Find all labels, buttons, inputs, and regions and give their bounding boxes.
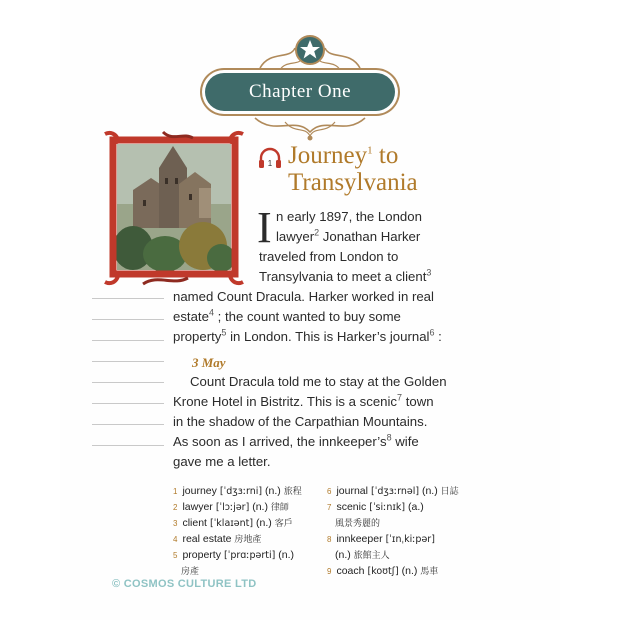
text-line: lawyer$^2$ Jonathan Harker	[276, 227, 421, 244]
chapter-title	[288, 142, 488, 196]
watermark: © COSMOS CULTURE LTD	[112, 578, 257, 590]
text-line: Count Dracula told me to stay at the Golden	[190, 374, 447, 389]
audio-track-icon[interactable]	[258, 147, 282, 169]
note-line	[92, 361, 164, 362]
text-line: estate$^4$ ; the count wanted to buy some	[173, 307, 401, 324]
castle-illustration	[103, 128, 245, 288]
glossary-item: 6 journal [ˈdʒɜːrnəl] (n.) 日誌	[327, 485, 459, 497]
chapter-label: Chapter One	[248, 81, 352, 102]
glossary-item: 4 real estate 房地產	[173, 533, 262, 545]
glossary-item-continued: 風景秀麗的	[335, 519, 381, 529]
glossary-item: 7 scenic [ˈsiːnɪk] (a.)	[327, 501, 424, 513]
note-line	[92, 403, 164, 404]
title-word: to	[372, 142, 399, 169]
star-ornament-icon	[250, 30, 370, 74]
title-word: Journey	[288, 142, 368, 169]
text-line: property$^5$ in London. This is Harker’s journal$^6$ :	[173, 327, 442, 344]
note-line	[92, 382, 164, 383]
text-line: gave me a letter.	[173, 454, 271, 469]
footnote-marker: 1	[367, 144, 373, 157]
text-line: Transylvania to meet a client$^3$	[259, 267, 432, 284]
text-line: traveled from London to	[259, 249, 399, 264]
note-line	[92, 445, 164, 446]
glossary-item-continued: (n.) 旅館主人	[335, 549, 390, 561]
note-line	[92, 340, 164, 341]
scroll-ornament-icon	[235, 112, 385, 142]
note-line	[92, 424, 164, 425]
text-line: named Count Dracula. Harker worked in real	[173, 289, 434, 304]
glossary-item: 5 property [ˈprɑːpərti] (n.)	[173, 549, 295, 561]
audio-track-number: 1	[267, 159, 273, 168]
glossary-item: 8 innkeeper [ˈɪnˌkiːpər]	[327, 533, 435, 545]
drop-cap: I	[257, 203, 272, 252]
title-line-2: Transylvania	[288, 169, 418, 196]
glossary-item: 3 client [ˈklaɪənt] (n.) 客戶	[173, 517, 293, 529]
note-line	[92, 298, 164, 299]
text-line: n early 1897, the London	[276, 209, 422, 224]
glossary-item: 2 lawyer [ˈlɔːjər] (n.) 律師	[173, 501, 289, 513]
journal-date: 3 May	[192, 355, 226, 370]
note-line	[92, 319, 164, 320]
chapter-banner	[205, 73, 395, 111]
glossary-item-continued: 房產	[181, 567, 200, 577]
text-line: in the shadow of the Carpathian Mountains.	[173, 414, 428, 429]
glossary-item: 9 coach [koʊtʃ] (n.) 馬車	[327, 565, 439, 577]
glossary-item: 1 journey [ˈdʒɜːrni] (n.) 旅程	[173, 485, 302, 497]
text-line: Krone Hotel in Bistritz. This is a scenic$^7$ town	[173, 392, 434, 409]
text-line: As soon as I arrived, the $innkeeper’s^8$ wife	[173, 432, 419, 449]
